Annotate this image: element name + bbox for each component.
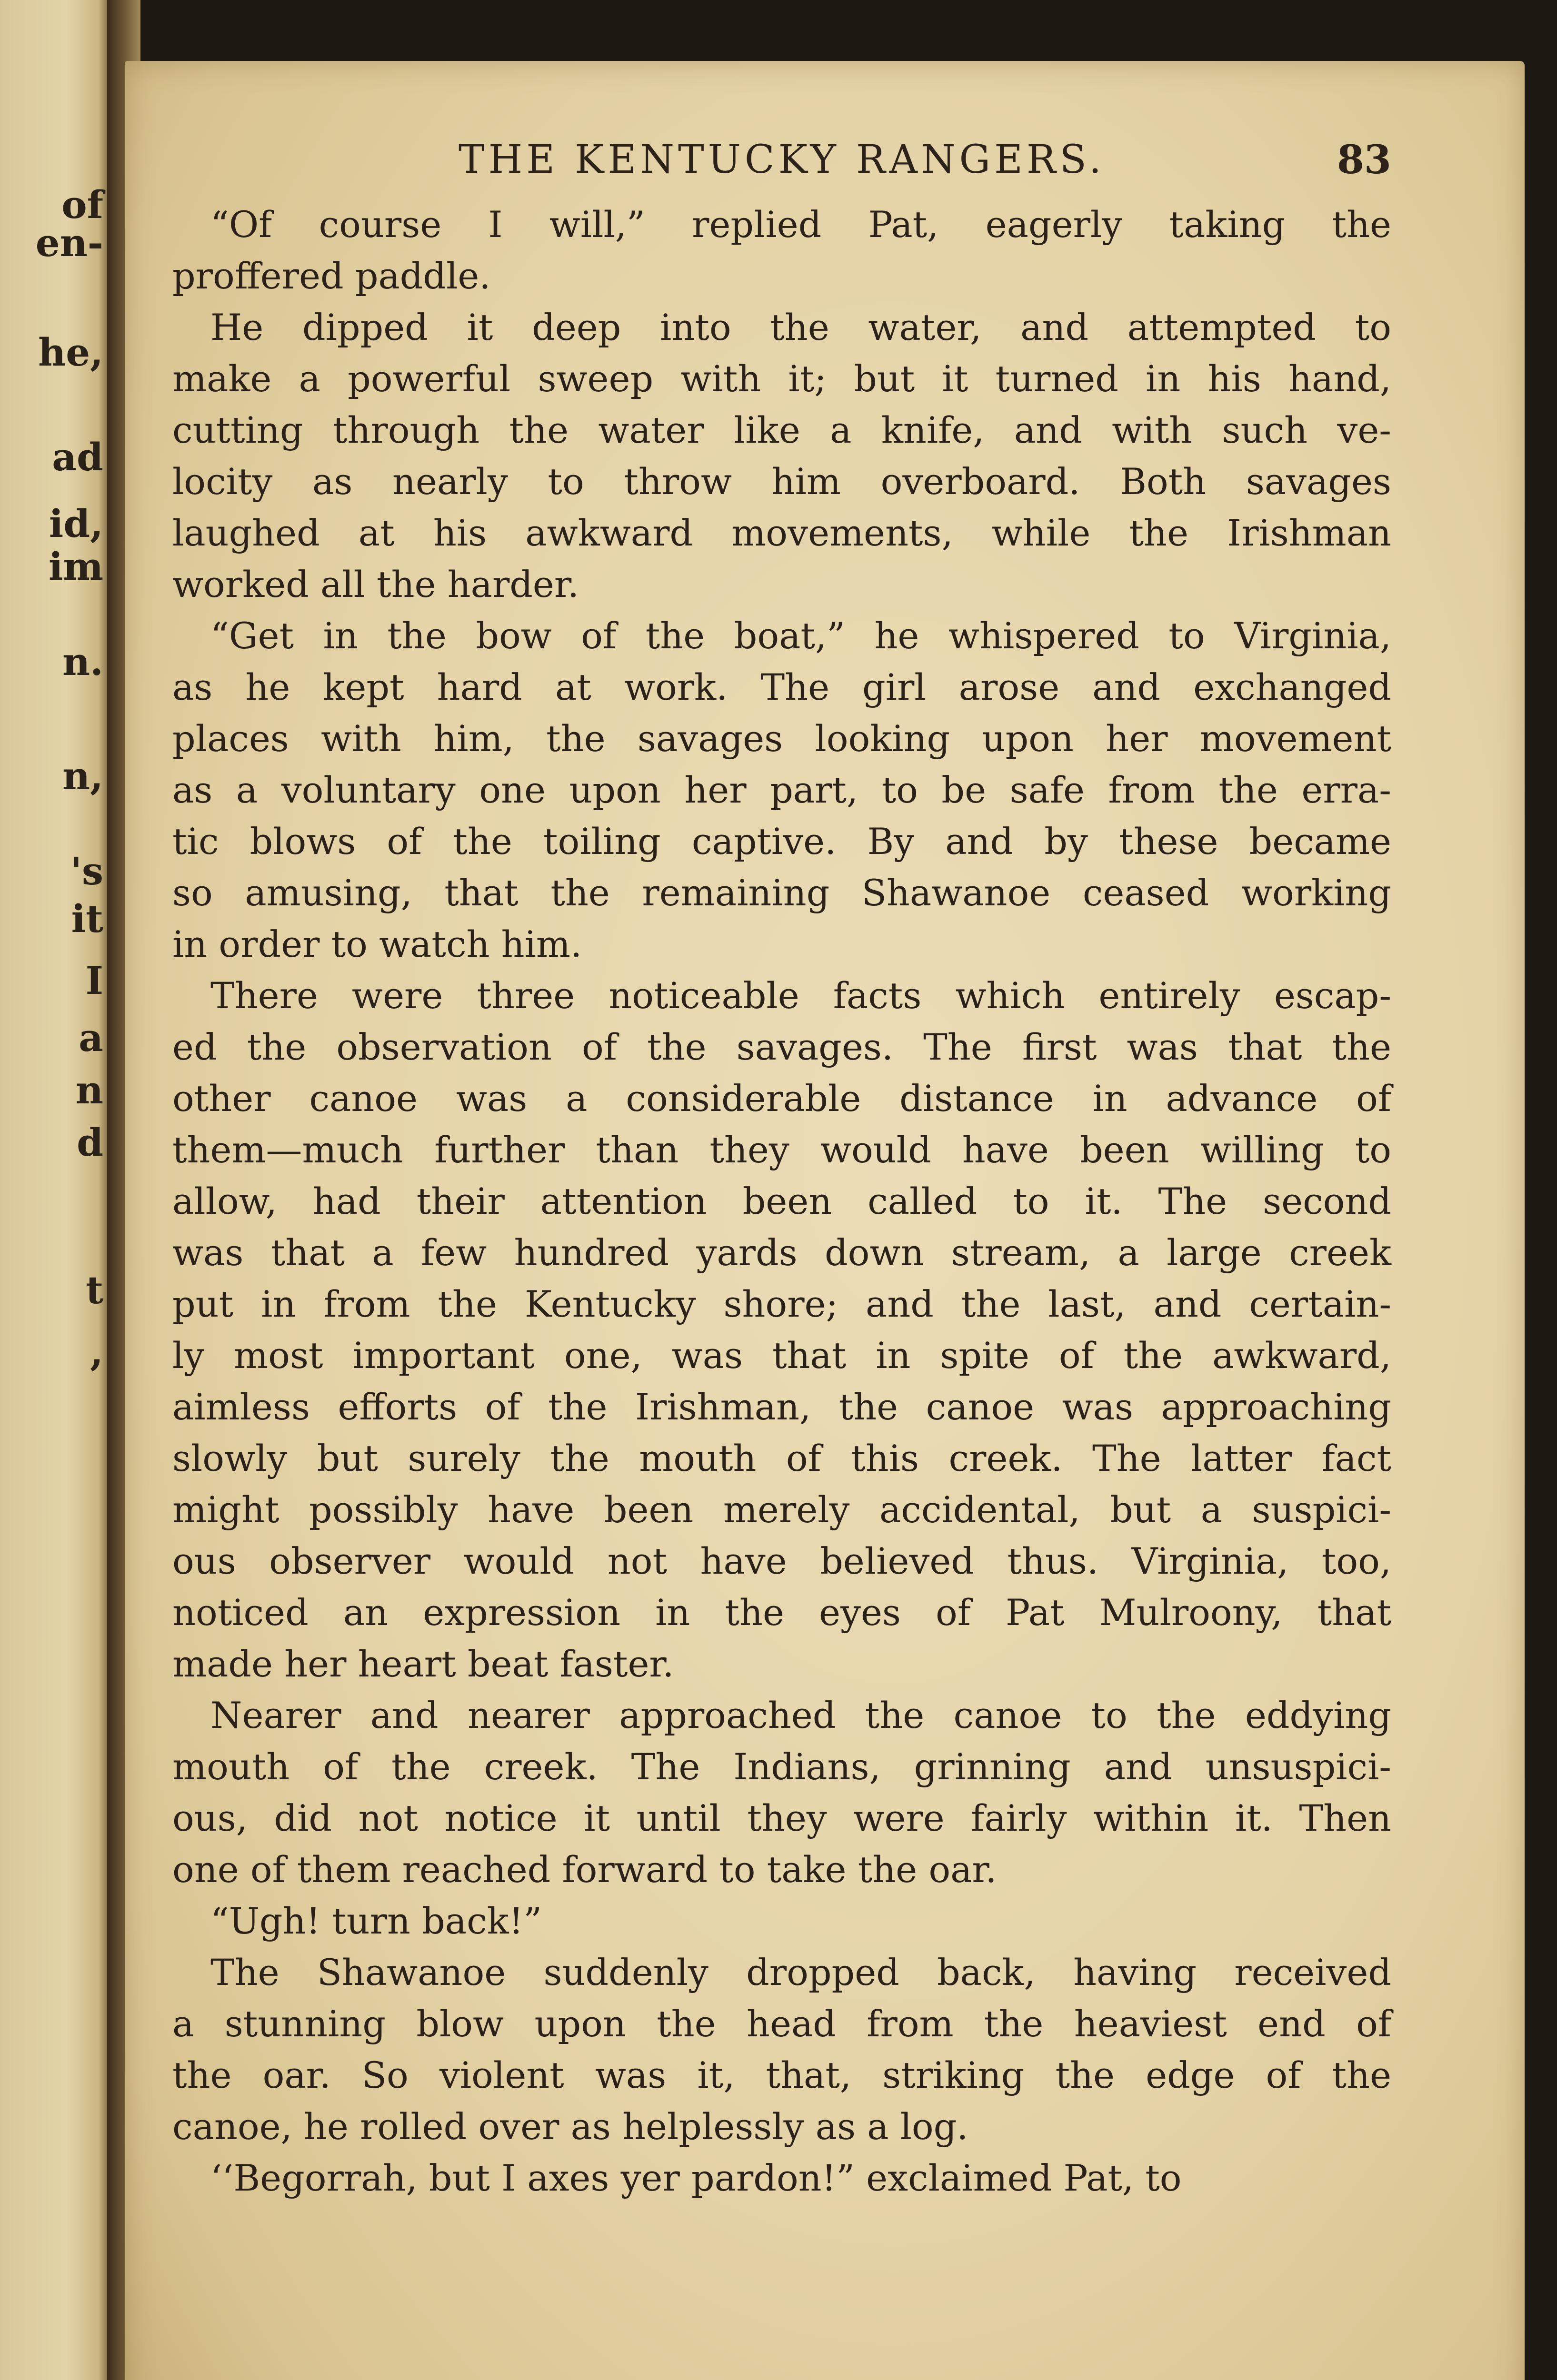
text-line: “Get in the bow of the boat,” he whispered to Virginia, xyxy=(210,615,1391,657)
text-line: made her heart beat faster. xyxy=(172,1643,674,1685)
text-line: cutting through the water like a knife, and with such ve- xyxy=(172,409,1391,451)
text-line: as he kept hard at work. The girl arose and exchanged xyxy=(172,666,1391,708)
body-text xyxy=(172,199,1391,2204)
facing-page-fragment: he, xyxy=(38,330,103,375)
text-line: as a voluntary one upon her part, to be safe from the erra- xyxy=(172,769,1391,811)
text-line: one of them reached forward to take the oar. xyxy=(172,1848,997,1891)
paragraph xyxy=(172,1895,1391,1947)
facing-page-fragment: 's xyxy=(70,849,103,893)
text-line: in order to watch him. xyxy=(172,923,582,965)
facing-page-fragment: I xyxy=(85,958,103,1003)
facing-page-fragment: of xyxy=(61,182,103,227)
text-line: canoe, he rolled over as helplessly as a log. xyxy=(172,2105,968,2148)
paragraph xyxy=(172,970,1391,1690)
facing-page-fragment: d xyxy=(77,1120,103,1165)
page-text-block xyxy=(172,137,1391,2204)
text-line: the oar. So violent was it, that, striking the edge of the xyxy=(172,2054,1391,2096)
text-line: might possibly have been merely accidental, but a suspici- xyxy=(172,1488,1391,1531)
facing-page-fragment: n, xyxy=(62,754,103,798)
page-number: 83 xyxy=(1337,137,1391,183)
paragraph xyxy=(172,1690,1391,1895)
text-line: There were three noticeable facts which entirely escap- xyxy=(210,974,1391,1017)
paragraph xyxy=(172,610,1391,970)
text-line: other canoe was a considerable distance in advance of xyxy=(172,1077,1391,1120)
text-line: laughed at his awkward movements, while the Irishman xyxy=(172,512,1391,554)
text-line: “Ugh! turn back!” xyxy=(210,1900,542,1942)
text-line: mouth of the creek. The Indians, grinning and unsuspici- xyxy=(172,1745,1391,1788)
facing-page-fragment: en- xyxy=(35,220,103,265)
facing-page-fragment: n. xyxy=(62,639,103,684)
text-line: Nearer and nearer approached the canoe to the eddying xyxy=(210,1694,1391,1736)
text-line: The Shawanoe suddenly dropped back, having received xyxy=(210,1951,1391,1993)
text-line: ‘‘Begorrah, but I axes yer pardon!” exclaimed Pat, to xyxy=(210,2157,1182,2199)
text-line: “Of course I will,” replied Pat, eagerly taking the xyxy=(210,203,1391,246)
running-title: THE KENTUCKY RANGERS. xyxy=(459,137,1105,182)
text-line: was that a few hundred yards down stream, a large creek xyxy=(172,1231,1391,1274)
text-line: ous observer would not have believed thus. Virginia, too, xyxy=(172,1540,1391,1582)
text-line: noticed an expression in the eyes of Pat Mulroony, that xyxy=(172,1591,1391,1634)
facing-page-fragment: ad xyxy=(52,435,103,479)
facing-page-fragment: id, xyxy=(49,501,103,546)
facing-page-fragment: a xyxy=(79,1015,103,1060)
text-line: places with him, the savages looking upon her movement xyxy=(172,717,1391,760)
book-page xyxy=(125,61,1525,2380)
text-line: make a powerful sweep with it; but it turned in his hand, xyxy=(172,357,1391,400)
text-line: tic blows of the toiling captive. By and by these became xyxy=(172,820,1391,863)
text-line: slowly but surely the mouth of this creek. The latter fact xyxy=(172,1437,1391,1479)
facing-page-fragment: , xyxy=(90,1329,103,1374)
facing-page-fragment: t xyxy=(86,1268,103,1312)
facing-page-fragment: im xyxy=(48,544,103,589)
text-line: put in from the Kentucky shore; and the last, and certain- xyxy=(172,1283,1391,1325)
paragraph xyxy=(172,302,1391,610)
text-line: locity as nearly to throw him overboard. Both savages xyxy=(172,460,1391,503)
paragraph xyxy=(172,1947,1391,2152)
facing-page-fragment: n xyxy=(75,1068,103,1112)
facing-page-fragment: it xyxy=(71,896,103,941)
paragraph xyxy=(172,2152,1391,2204)
text-line: so amusing, that the remaining Shawanoe ceased working xyxy=(172,872,1391,914)
text-line: ed the observation of the savages. The first was that the xyxy=(172,1026,1391,1068)
text-line: ous, did not notice it until they were fairly within it. Then xyxy=(172,1797,1391,1839)
text-line: allow, had their attention been called to it. The second xyxy=(172,1180,1391,1222)
paragraph xyxy=(172,199,1391,302)
text-line: He dipped it deep into the water, and attempted to xyxy=(210,306,1391,348)
text-line: ly most important one, was that in spite of the awkward, xyxy=(172,1334,1391,1377)
text-line: worked all the harder. xyxy=(172,563,579,605)
facing-page-edge xyxy=(0,0,112,2380)
text-line: a stunning blow upon the head from the heaviest end of xyxy=(172,2003,1391,2045)
text-line: aimless efforts of the Irishman, the canoe was approaching xyxy=(172,1386,1391,1428)
running-head xyxy=(172,137,1391,199)
text-line: proffered paddle. xyxy=(172,255,491,297)
text-line: them—much further than they would have been willing to xyxy=(172,1129,1391,1171)
